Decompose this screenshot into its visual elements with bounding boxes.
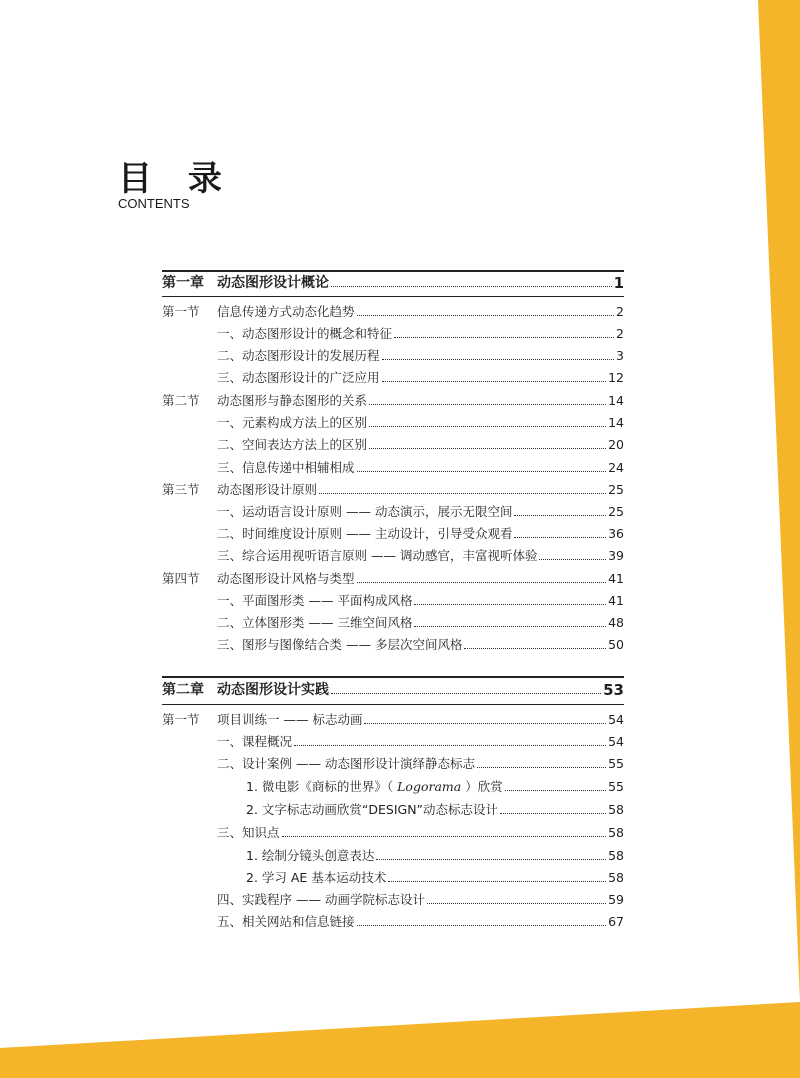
subitem-title: 2. 学习 AE 基本运动技术: [246, 870, 387, 885]
toc-subitem[interactable]: [162, 867, 624, 889]
section-label: 第四节: [162, 571, 200, 586]
chapter-title: 动态图形设计实践: [217, 682, 329, 698]
dot-leader: [282, 836, 607, 837]
toc-section[interactable]: [162, 709, 624, 731]
toc-section[interactable]: [162, 390, 624, 412]
dot-leader: [369, 448, 606, 449]
page-subtitle: CONTENTS: [118, 196, 190, 211]
toc-section[interactable]: [162, 301, 624, 323]
item-title: 五、相关网站和信息链接: [217, 914, 355, 929]
section-title: 动态图形设计原则: [217, 482, 318, 497]
page-number: 41: [608, 571, 624, 586]
dot-leader: [514, 537, 606, 538]
dot-leader: [357, 925, 607, 926]
item-title: 二、时间维度设计原则 —— 主动设计，引导受众观看: [217, 526, 513, 541]
dot-leader: [414, 626, 606, 627]
chapter-label: 第二章: [162, 682, 204, 698]
toc-item[interactable]: [162, 523, 624, 545]
dot-leader: [331, 286, 612, 287]
toc-subitem[interactable]: [162, 845, 624, 867]
page-number: 41: [608, 593, 624, 608]
page-number: 48: [608, 615, 624, 630]
toc-chapter[interactable]: [162, 679, 624, 701]
toc-item[interactable]: [162, 457, 624, 479]
item-title: 三、图形与图像结合类 —— 多层次空间风格: [217, 637, 463, 652]
dot-leader: [394, 337, 614, 338]
toc-item[interactable]: [162, 323, 624, 345]
section-label: 第一节: [162, 304, 200, 319]
section-title: 项目训练一 —— 标志动画: [217, 712, 363, 727]
section-label: 第一节: [162, 712, 200, 727]
dot-leader: [464, 648, 606, 649]
item-title: 二、立体图形类 —— 三维空间风格: [217, 615, 413, 630]
chapter-label: 第一章: [162, 275, 204, 291]
page-number: 12: [608, 370, 624, 385]
subitem-title-post: ）欣赏: [461, 779, 503, 794]
toc-item[interactable]: [162, 501, 624, 523]
page-number: 20: [608, 437, 624, 452]
toc-subitem[interactable]: [162, 776, 624, 798]
dot-leader: [357, 471, 607, 472]
toc-item[interactable]: [162, 731, 624, 753]
dot-leader: [505, 790, 606, 791]
chapter-rule: [162, 296, 624, 297]
section-title: 动态图形与静态图形的关系: [217, 393, 368, 408]
subitem-title-italic: Logorama: [397, 779, 462, 794]
dot-leader: [376, 859, 606, 860]
toc-subitem[interactable]: [162, 799, 624, 821]
page-number: 36: [608, 526, 624, 541]
page-number: 39: [608, 548, 624, 563]
dot-leader: [294, 745, 606, 746]
page-number: 58: [608, 870, 624, 885]
page-number: 14: [608, 393, 624, 408]
dot-leader: [388, 881, 606, 882]
item-title: 三、信息传递中相辅相成: [217, 460, 355, 475]
toc-section[interactable]: [162, 568, 624, 590]
chapter-rule: [162, 704, 624, 705]
chapter-divider: [162, 676, 624, 678]
dot-leader: [500, 813, 606, 814]
dot-leader: [539, 559, 606, 560]
dot-leader: [369, 426, 606, 427]
dot-leader: [477, 767, 606, 768]
item-title: 四、实践程序 —— 动画学院标志设计: [217, 892, 425, 907]
page-number: 58: [608, 802, 624, 817]
page-number: 25: [608, 482, 624, 497]
section-title: 动态图形设计风格与类型: [217, 571, 355, 586]
page-number: 58: [608, 825, 624, 840]
section-label: 第二节: [162, 393, 200, 408]
page-number: 14: [608, 415, 624, 430]
page-number: 2: [616, 326, 624, 341]
page-number: 50: [608, 637, 624, 652]
page-number: 58: [608, 848, 624, 863]
item-title: 二、动态图形设计的发展历程: [217, 348, 380, 363]
subitem-title-pre: 1. 微电影《商标的世界》（: [246, 779, 398, 794]
page-number: 55: [608, 779, 624, 794]
toc-item[interactable]: [162, 345, 624, 367]
dot-leader: [514, 515, 606, 516]
dot-leader: [357, 582, 607, 583]
toc-item[interactable]: [162, 911, 624, 933]
toc-item[interactable]: [162, 367, 624, 389]
toc-item[interactable]: [162, 753, 624, 775]
item-title: 二、设计案例 —— 动态图形设计演绎静态标志: [217, 756, 475, 771]
item-title: 三、综合运用视听语言原则 —— 调动感官，丰富视听体验: [217, 548, 538, 563]
item-title: 一、元素构成方法上的区别: [217, 415, 368, 430]
toc-item[interactable]: [162, 612, 624, 634]
page-title: 目 录: [118, 159, 234, 199]
chapter-title: 动态图形设计概论: [217, 275, 329, 291]
toc-item[interactable]: [162, 434, 624, 456]
subitem-title: 1. 绘制分镜头创意表达: [246, 848, 375, 863]
toc-item[interactable]: [162, 889, 624, 911]
page-number: 54: [608, 734, 624, 749]
page-number: 53: [603, 681, 624, 699]
item-title: 三、知识点: [217, 825, 280, 840]
page-number: 1: [613, 274, 624, 292]
dot-leader: [331, 693, 601, 694]
item-title: 二、空间表达方法上的区别: [217, 437, 368, 452]
dot-leader: [382, 359, 615, 360]
item-title: 一、动态图形设计的概念和特征: [217, 326, 393, 341]
toc-section[interactable]: [162, 479, 624, 501]
item-title: 一、运动语言设计原则 —— 动态演示，展示无限空间: [217, 504, 513, 519]
toc-item[interactable]: [162, 590, 624, 612]
dot-leader: [369, 404, 606, 405]
toc-item[interactable]: [162, 412, 624, 434]
page-number: 24: [608, 460, 624, 475]
subitem-title: [246, 776, 503, 798]
page-number: 67: [608, 914, 624, 929]
page-number: 54: [608, 712, 624, 727]
toc-chapter[interactable]: [162, 272, 624, 294]
dot-leader: [357, 315, 615, 316]
item-title: 一、平面图形类 —— 平面构成风格: [217, 593, 413, 608]
toc-item[interactable]: [162, 822, 624, 844]
contents-heading: [118, 160, 234, 211]
dot-leader: [364, 723, 606, 724]
page-number: 3: [616, 348, 624, 363]
item-title: 三、动态图形设计的广泛应用: [217, 370, 380, 385]
item-title: 一、课程概况: [217, 734, 293, 749]
toc-item[interactable]: [162, 545, 624, 567]
page-number: 59: [608, 892, 624, 907]
dot-leader: [382, 381, 607, 382]
page-number: 55: [608, 756, 624, 771]
dot-leader: [414, 604, 606, 605]
subitem-title: 2. 文字标志动画欣赏“DESIGN”动态标志设计: [246, 802, 499, 817]
dot-leader: [427, 903, 606, 904]
toc-item[interactable]: [162, 634, 624, 656]
dot-leader: [319, 493, 606, 494]
section-label: 第三节: [162, 482, 200, 497]
section-title: 信息传递方式动态化趋势: [217, 304, 355, 319]
page-number: 2: [616, 304, 624, 319]
page-number: 25: [608, 504, 624, 519]
